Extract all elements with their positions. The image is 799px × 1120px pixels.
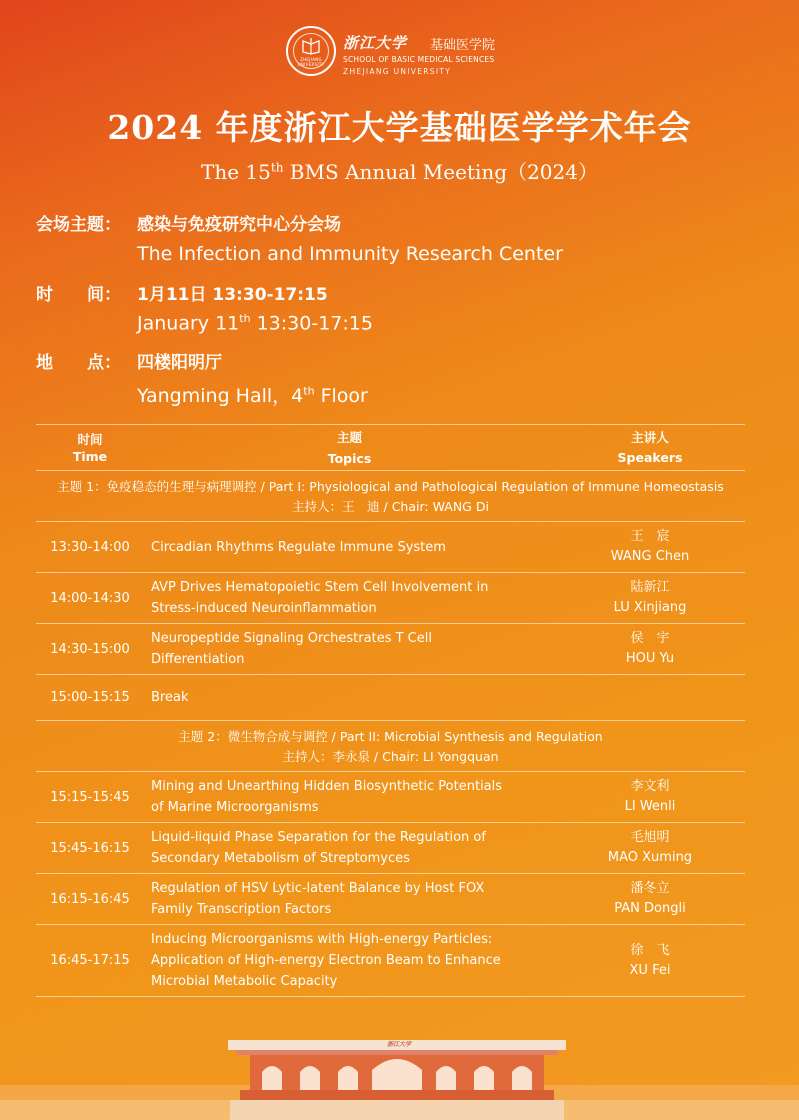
theme-value-en: The Infection and Immunity Research Center	[137, 243, 563, 265]
talk-speaker: 徐 飞 XU Fei	[629, 942, 671, 978]
part2-title: 主题 2：微生物合成与调控 / Part II: Microbial Synthesis and Regulation	[178, 729, 603, 744]
part2-heading	[36, 721, 745, 772]
table-row	[36, 874, 745, 925]
talk-time: 15:45-16:15	[50, 840, 130, 856]
time-value-cn: 1月11日 13:30-17:15	[137, 285, 328, 305]
university-name-en: ZHEJIANG UNIVERSITY	[343, 67, 452, 76]
talk-speaker: 王 宸 WANG Chen	[610, 529, 690, 564]
talk-time: 14:00-14:30	[50, 590, 130, 606]
table-row	[36, 573, 745, 624]
table-row	[36, 823, 745, 874]
talk-speaker: 毛旭明 MAO Xuming	[607, 830, 693, 865]
gate-plaque: 浙江大学	[386, 1041, 411, 1048]
header-time: 时间 Time	[72, 431, 108, 464]
table-header-row	[36, 425, 745, 471]
theme-label: 会场主题：	[36, 215, 121, 235]
part1-heading	[36, 471, 745, 522]
talk-time: 16:15-16:45	[50, 891, 130, 907]
seal-text: ZHEJIANG UNIVERSITY	[297, 57, 325, 67]
department-name-en: SCHOOL OF BASIC MEDICAL SCIENCES	[343, 55, 495, 64]
page-title-en: The 15th BMS Annual Meeting（2024）	[201, 160, 598, 184]
theme-value-cn: 感染与免疫研究中心分会场	[137, 215, 341, 235]
schedule-table	[36, 424, 745, 997]
header-speakers: 主讲人 Speakers	[617, 429, 683, 465]
talk-topic: Inducing Microorganisms with High-energy Particles: Application of High-energy Electron Beam to Enhance Microbial Metabolic Capacity	[151, 932, 501, 989]
talk-topic: Regulation of HSV Lytic-latent Balance by Host FOX Family Transcription Factors	[151, 881, 485, 917]
university-seal-logo	[286, 26, 336, 76]
part1-chair: 主持人：王 迪 / Chair: WANG Di	[292, 499, 489, 514]
part2-chair: 主持人：李永泉 / Chair: LI Yongquan	[282, 749, 499, 764]
page-title-cn: 2024 年度浙江大学基础医学学术年会	[107, 108, 692, 147]
place-value-en: Yangming Hall，4th Floor	[137, 384, 368, 407]
department-name-cn: 基础医学院	[430, 38, 496, 53]
talk-topic: AVP Drives Hematopoietic Stem Cell Involvement in Stress-induced Neuroinflammation	[151, 580, 489, 616]
table-row	[36, 522, 745, 573]
book-icon	[301, 37, 321, 55]
talk-topic: Liquid-liquid Phase Separation for the Regulation of Secondary Metabolism of Streptomyces	[151, 830, 486, 866]
talk-speaker: 潘冬立 PAN Dongli	[614, 881, 686, 916]
talk-time: 14:30-15:00	[50, 641, 130, 657]
break-time: 15:00-15:15	[50, 690, 130, 705]
part1-title: 主题 1：免疫稳态的生理与病理调控 / Part I: Physiological and Pathological Regulation of Immune Homeostasis	[57, 479, 724, 494]
header	[0, 22, 799, 78]
talk-speaker: 陆新江 LU Xinjiang	[613, 580, 687, 615]
university-name-cn: 浙江大学	[343, 34, 408, 52]
talk-speaker: 李文利 LI Wenli	[624, 779, 676, 814]
table-row	[36, 624, 745, 675]
talk-time: 15:15-15:45	[50, 789, 130, 805]
talk-time: 13:30-14:00	[50, 539, 130, 555]
time-value-en: January 11th 13:30-17:15	[137, 312, 373, 335]
time-label: 时 间：	[36, 285, 121, 305]
place-value-cn: 四楼阳明厅	[137, 353, 222, 373]
header-topics: 主题 Topics	[327, 429, 372, 466]
table-row	[36, 925, 745, 997]
talk-time: 16:45-17:15	[50, 953, 130, 968]
break-label: Break	[151, 690, 189, 705]
talk-topic: Circadian Rhythms Regulate Immune System	[151, 539, 446, 555]
talk-topic: Mining and Unearthing Hidden Biosynthetic Potentials of Marine Microorganisms	[151, 779, 503, 815]
break-row	[36, 675, 745, 721]
talk-topic: Neuropeptide Signaling Orchestrates T Cell Differentiation	[151, 631, 432, 667]
table-row	[36, 772, 745, 823]
place-label: 地 点：	[36, 353, 121, 373]
talk-speaker: 侯 宇 HOU Yu	[625, 631, 675, 666]
